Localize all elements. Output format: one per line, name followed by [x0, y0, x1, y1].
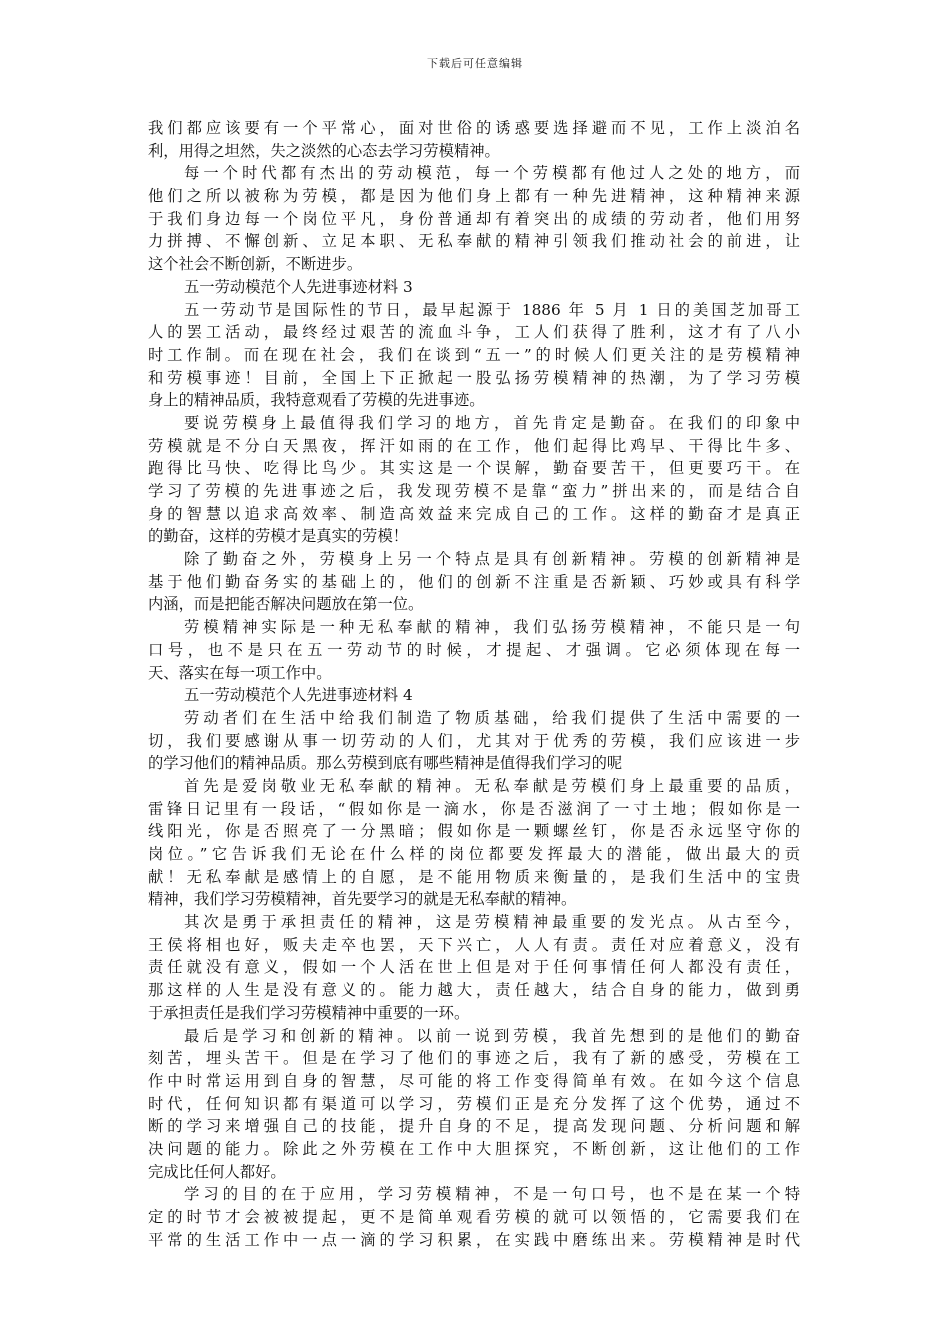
text-line: 口号，也不是只在五一劳动节的时候，才提起、才强调。它必须体现在每一	[148, 640, 800, 659]
text-line: 每一个时代都有杰出的劳动模范，每一个劳模都有他过人之处的地方，而	[184, 164, 800, 183]
text-line: 除了勤奋之外，劳模身上另一个特点是具有创新精神。劳模的创新精神是	[184, 550, 800, 569]
paragraph	[148, 911, 800, 1024]
paragraph	[148, 276, 800, 299]
text-line: 内涵，而是把能否解决问题放在第一位。	[148, 595, 424, 614]
text-line: 的学习他们的精神品质。那么劳模到底有哪些精神是值得我们学习的呢	[148, 754, 623, 773]
text-line: 要说劳模身上最值得我们学习的地方，首先肯定是勤奋。在我们的印象中	[184, 413, 800, 432]
page-header: 下载后可任意编辑	[427, 57, 523, 70]
text-line: 时代，任何知识都有渠道可以学习，劳模们正是充分发挥了这个优势，通过不	[148, 1094, 800, 1113]
text-line: 定的时节才会被被提起，更不是简单观看劳模的就可以领悟的，它需要我们在	[148, 1208, 800, 1226]
text-line: 完成比任何人都好。	[148, 1162, 286, 1181]
text-line: 的勤奋，这样的劳模才是真实的劳模！	[148, 527, 409, 546]
text-line: 他们之所以被称为劳模，都是因为他们身上都有一种先进精神，这种精神来源	[148, 187, 800, 206]
text-line: 利，用得之坦然，失之淡然的心态去学习劳模精神。	[148, 141, 500, 160]
paragraph	[148, 117, 800, 162]
text-line: 基于他们勤奋务实的基础上的，他们的创新不注重是否新颖、巧妙或具有科学	[148, 572, 800, 591]
paragraph	[148, 299, 800, 412]
text-line: 切，我们要感谢从事一切劳动的人们，尤其对于优秀的劳模，我们应该进一步	[148, 731, 800, 750]
text-line: 于我们身边每一个岗位平凡，身份普通却有着突出的成绩的劳动者，他们用努	[148, 209, 800, 228]
text-line: 五一劳动节是国际性的节日，最早起源于 1886 年 5 月 1 日的美国芝加哥工	[184, 300, 800, 319]
text-line: 其次是勇于承担责任的精神，这是劳模精神最重要的发光点。从古至今，	[184, 913, 800, 932]
text-line: 平常的生活工作中一点一滴的学习积累，在实践中磨练出来。劳模精神是时代	[148, 1230, 800, 1249]
text-line: 劳动者们在生活中给我们制造了物质基础，给我们提供了生活中需要的一	[184, 708, 800, 727]
text-line: 学习的目的在于应用，学习劳模精神，不是一句口号，也不是在某一个特	[184, 1185, 800, 1204]
text-line: 那这样的人生是没有意义的。能力越大，责任越大，结合自身的能力，做到勇	[148, 981, 800, 1000]
text-line: 精神，我们学习劳模精神，首先要学习的就是无私奉献的精神。	[148, 890, 577, 909]
text-line: 线阳光，你是否照亮了一分黑暗；假如你是一颗螺丝钉，你是否永远坚守你的	[148, 822, 800, 841]
text-line: 五一劳动模范个人先进事迹材料 3	[184, 277, 413, 296]
text-line: 决问题的能力。除此之外劳模在工作中大胆探究，不断创新，这让他们的工作	[148, 1139, 800, 1158]
text-line: 我们都应该要有一个平常心，面对世俗的诱惑要选择避而不见，工作上淡泊名	[148, 119, 800, 137]
text-line: 岗位。”它告诉我们无论在什么样的岗位都要发挥最大的潜能，做出最大的贡	[148, 845, 800, 863]
paragraph	[148, 548, 800, 616]
paragraph	[148, 1183, 800, 1251]
paragraph	[148, 707, 800, 775]
paragraph	[148, 616, 800, 684]
text-line: 时工作制。而在现在社会，我们在谈到“五一”的时候人们更关注的是劳模精神	[148, 345, 800, 364]
text-line: 劳模精神实际是一种无私奉献的精神，我们弘扬劳模精神，不能只是一句	[184, 618, 800, 637]
text-line: 跑得比马快、吃得比鸟少。其实这是一个误解，勤奋要苦干，但更要巧干。在	[148, 459, 800, 478]
text-line: 劳模就是不分白天黑夜，挥汗如雨的在工作，他们起得比鸡早、干得比牛多、	[148, 436, 800, 455]
text-line: 学习了劳模的先进事迹之后，我发现劳模不是靠“蛮力”拼出来的，而是结合自	[148, 482, 800, 500]
document-body	[148, 117, 800, 1251]
text-line: 断的学习来增强自己的技能，提升自身的不足，提高发现问题、分析问题和解	[148, 1117, 800, 1136]
text-line: 首先是爱岗敬业无私奉献的精神。无私奉献是劳模们身上最重要的品质，	[184, 776, 800, 795]
text-line: 雷锋日记里有一段话，“假如你是一滴水，你是否滋润了一寸土地；假如你是一	[148, 799, 800, 818]
paragraph	[148, 775, 800, 911]
paragraph	[148, 1025, 800, 1184]
text-line: 献！无私奉献是感情上的自愿，是不能用物质来衡量的，是我们生活中的宝贵	[148, 867, 800, 886]
paragraph	[148, 162, 800, 275]
text-line: 身的智慧以追求高效率、制造高效益来完成自己的工作。这样的勤奋才是真正	[148, 504, 800, 523]
text-line: 五一劳动模范个人先进事迹材料 4	[184, 686, 413, 705]
text-line: 力拼搏、不懈创新、立足本职、无私奉献的精神引领我们推动社会的前进，让	[148, 232, 800, 251]
text-line: 这个社会不断创新，不断进步。	[148, 255, 363, 274]
paragraph	[148, 412, 800, 548]
text-line: 身上的精神品质，我特意观看了劳模的先进事迹。	[148, 391, 485, 410]
paragraph	[148, 684, 800, 707]
text-line: 于承担责任是我们学习劳模精神中重要的一环。	[148, 1003, 470, 1022]
text-line: 作中时常运用到自身的智慧，尽可能的将工作变得简单有效。在如今这个信息	[148, 1071, 800, 1090]
text-line: 责任就没有意义，假如一个人活在世上但是对于任何事情任何人都没有责任，	[148, 958, 800, 977]
text-line: 刻苦，埋头苦干。但是在学习了他们的事迹之后，我有了新的感受，劳模在工	[148, 1049, 800, 1068]
text-line: 天、落实在每一项工作中。	[148, 663, 332, 682]
text-line: 人的罢工活动，最终经过艰苦的流血斗争，工人们获得了胜利，这才有了八小	[148, 323, 800, 342]
text-line: 最后是学习和创新的精神。以前一说到劳模，我首先想到的是他们的勤奋	[184, 1026, 800, 1045]
text-line: 王侯将相也好，贩夫走卒也罢，天下兴亡，人人有责。责任对应着意义，没有	[148, 935, 800, 954]
text-line: 和劳模事迹！目前，全国上下正掀起一股弘扬劳模精神的热潮，为了学习劳模	[148, 368, 800, 387]
